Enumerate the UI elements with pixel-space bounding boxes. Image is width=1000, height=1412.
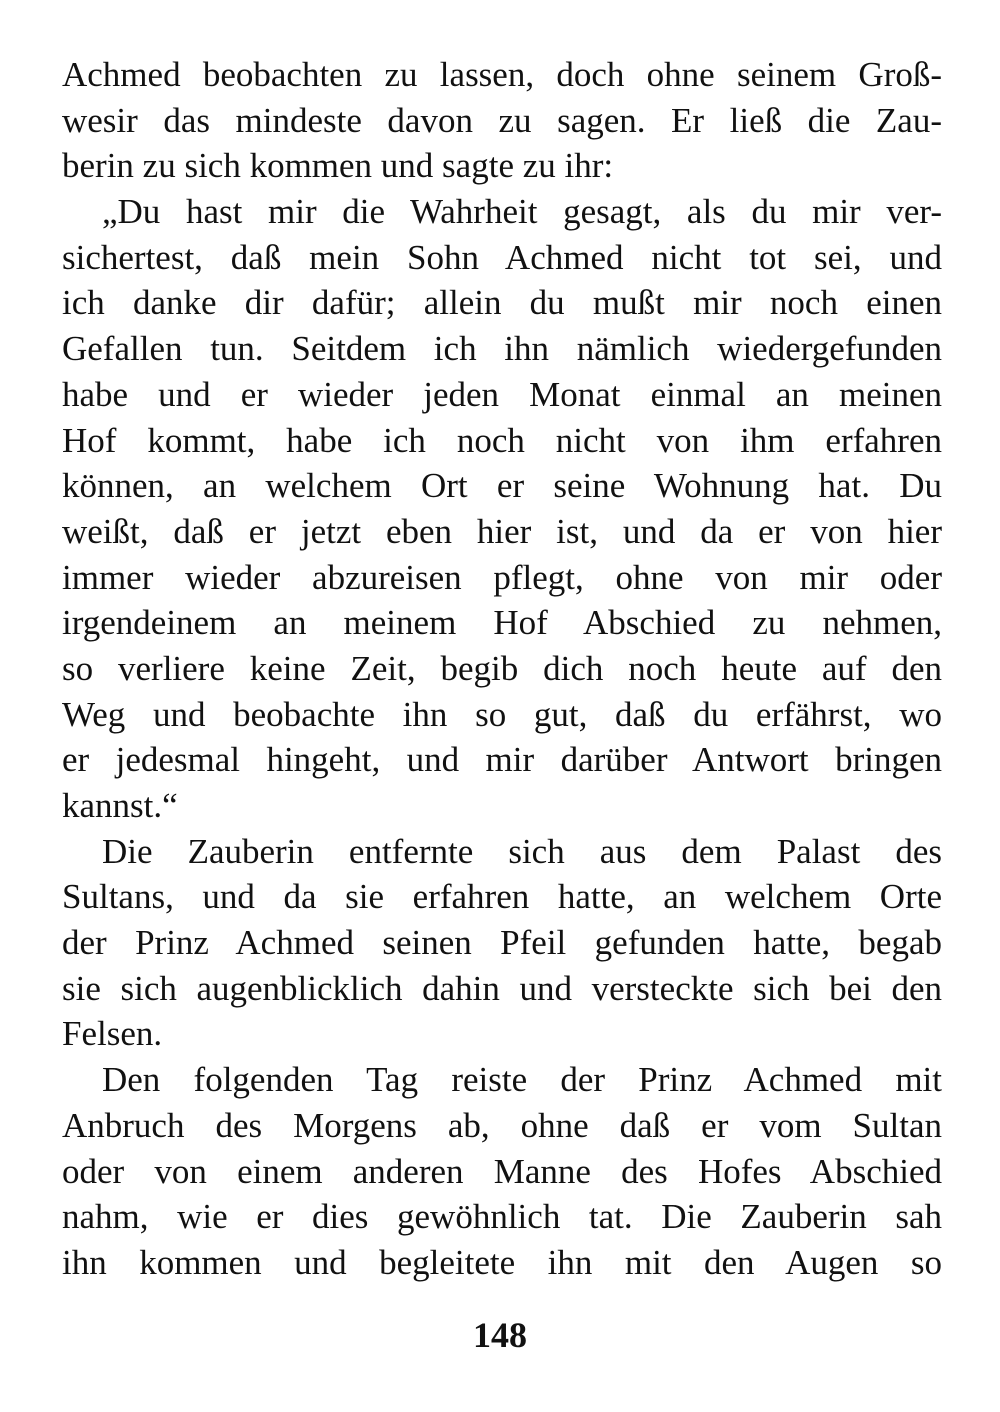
body-text <box>62 52 942 1286</box>
text-line: so verliere keine Zeit, begib dich noch heute auf den <box>62 648 942 688</box>
text-line: Weg und beobachte ihn so gut, daß du erfährst, wo <box>62 694 942 734</box>
text-line: wesir das mindeste davon zu sagen. Er ließ die Zau- <box>62 100 942 140</box>
text-line: immer wieder abzureisen pflegt, ohne von mir oder <box>62 557 942 597</box>
text-line: nahm, wie er dies gewöhnlich tat. Die Zauberin sah <box>62 1197 942 1237</box>
text-line: irgendeinem an meinem Hof Abschied zu nehmen, <box>62 603 942 643</box>
page-number: 148 <box>473 1315 527 1355</box>
text-line: sie sich augenblicklich dahin und versteckte sich bei den <box>62 968 942 1008</box>
text-line: können, an welchem Ort er seine Wohnung hat. Du <box>62 466 942 506</box>
text-line: habe und er wieder jeden Monat einmal an meinen <box>62 374 942 414</box>
text-line: sichertest, daß mein Sohn Achmed nicht tot sei, und <box>62 237 942 277</box>
text-line: Anbruch des Morgens ab, ohne daß er vom Sultan <box>62 1105 942 1145</box>
text-line: weißt, daß er jetzt eben hier ist, und da er von hier <box>62 511 942 551</box>
text-line: kannst.“ <box>62 786 178 825</box>
text-line: „Du hast mir die Wahrheit gesagt, als du mir ver- <box>102 192 942 232</box>
text-line: ihn kommen und begleitete ihn mit den Augen so <box>62 1242 942 1282</box>
text-line: Den folgenden Tag reiste der Prinz Achmed mit <box>102 1060 942 1100</box>
text-line: der Prinz Achmed seinen Pfeil gefunden hatte, begab <box>62 923 942 963</box>
text-line: Felsen. <box>62 1014 163 1054</box>
text-line: Hof kommt, habe ich noch nicht von ihm erfahren <box>62 420 942 460</box>
text-line: er jedesmal hingeht, und mir darüber Antwort bringen <box>62 740 942 780</box>
text-line: Die Zauberin entfernte sich aus dem Palast des <box>102 831 942 871</box>
text-line: Achmed beobachten zu lassen, doch ohne seinem Groß- <box>62 55 942 94</box>
text-line: berin zu sich kommen und sagte zu ihr: <box>62 146 614 186</box>
text-line: Gefallen tun. Seitdem ich ihn nämlich wiedergefunden <box>62 329 942 369</box>
text-line: oder von einem anderen Manne des Hofes Abschied <box>62 1151 942 1191</box>
text-line: ich danke dir dafür; allein du mußt mir noch einen <box>62 283 942 323</box>
text-line: Sultans, und da sie erfahren hatte, an welchem Orte <box>62 877 942 917</box>
